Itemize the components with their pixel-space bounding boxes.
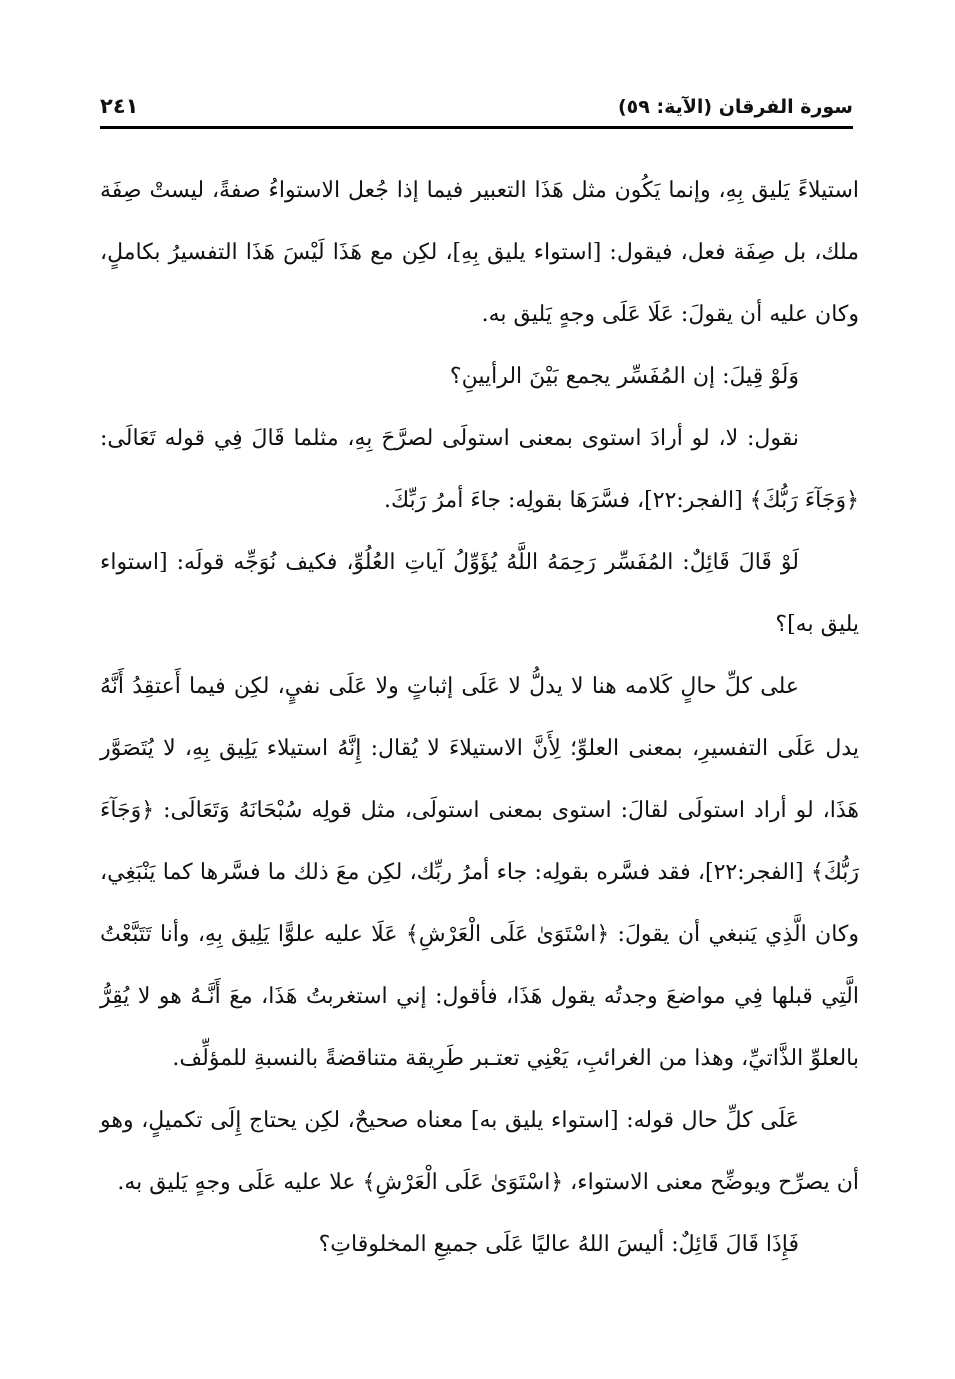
page-body [100, 160, 859, 1276]
page-number: ٢٤١ [100, 94, 139, 118]
running-title: سورة الفرقان (الآية: ٥٩) [617, 96, 853, 118]
paragraph-1: استيلاءً يَليق بِهِ، وإنما يَكُون مثل هَذَا التعبير فيما إذا جُعل الاستواءُ صفةً، ليستْ صِفَة ملك، بل صِفَة فعل، فيقول: [استواء يليق بِهِ]، لكِن مع هَذَا لَيْسَ هَذَا التفسيرُ بكاملٍ، وكان عليه أن يقولَ: عَلَا عَلَى وجهٍ يَليق به. [100, 178, 859, 327]
header-rule [100, 126, 853, 129]
paragraph-7: فَإِذَا قَالَ قَائِلٌ: أليسَ اللهُ عاليًا عَلَى جميعِ المخلوقاتِ؟ [318, 1232, 799, 1257]
paragraph-6: عَلَى كلِّ حال قوله: [استواء يليق به] معناه صحيحٌ، لكِن يحتاج إِلَى تكميلٍ، وهو أن يصرِّح ويوضِّح معنى الاستواء، ﴿اسْتَوَىٰ عَلَى الْعَرْشِ﴾ علا عليه عَلَى وجهٍ يَليق به. [100, 1108, 859, 1195]
paragraph-2: وَلَوْ قِيلَ: إن المُفَسِّر يجمع بَيْنَ الرأيينِ؟ [449, 364, 799, 389]
paragraph-4: لَوْ قَالَ قَائِلٌ: المُفَسِّر رَحِمَهُ اللَّهُ يُؤَوِّلُ آياتِ العُلُوِّ، فكيف نُوَجِّه قولَه: [استواء يليق به]؟ [100, 550, 859, 637]
page-header [100, 92, 853, 128]
paragraph-3: نقول: لا، لو أرادَ استوى بمعنى استولَى لصرَّحَ بِهِ، مثلما قَالَ فِي قوله تَعَالَى: ﴿وَجَآءَ رَبُّكَ﴾ [الفجر:٢٢]، فسَّرَهَا بقولِه: جاءَ أمرُ رَبِّكَ. [100, 426, 859, 513]
paragraph-5: على كلِّ حالٍ كَلامه هنا لا يدلُّ لا عَلَى إثباتٍ ولا عَلَى نفيٍ، لكِن فيما أَعتقِدُ أَنَّهُ يدل عَلَى التفسيرِ، بمعنى العلوِّ؛ لِأَنَّ الاستيلاءَ لا يُقال: إِنَّهُ استيلاء يَلِيق بِهِ، لا يُتَصَوَّر هَذَا، لو أراد استولَى لقالَ: استوى بمعنى استولَى، مثل قولِه سُبْحَانَهُ وَتَعَالَى: ﴿وَجَآءَ رَبُّكَ﴾ [الفجر:٢٢]، فقد فسَّره بقولِه: جاء أمرُ ربِّك، لكِن معَ ذلك ما فسَّرها كما يَنْبَغِي، وكان الَّذِي يَنبغي أن يقولَ: ﴿اسْتَوَىٰ عَلَى الْعَرْشِ﴾ عَلَا عليه علوًّا يَلِيق بِهِ، وأنا تَتَبَّعْتُ الَّتِي قبلها فِي مواضعَ وجدتُه يقول هَذَا، فأقول: إني استغربتُ هَذَا، معَ أَنَّـهُ هو لا يُقِرُّ بالعلوِّ الذَّاتيِّ، وهذا من الغرائبِ، يَعْنِي تعتـبر طَرِيقة متناقضةً بالنسبةِ للمؤلِّف. [100, 674, 859, 1071]
